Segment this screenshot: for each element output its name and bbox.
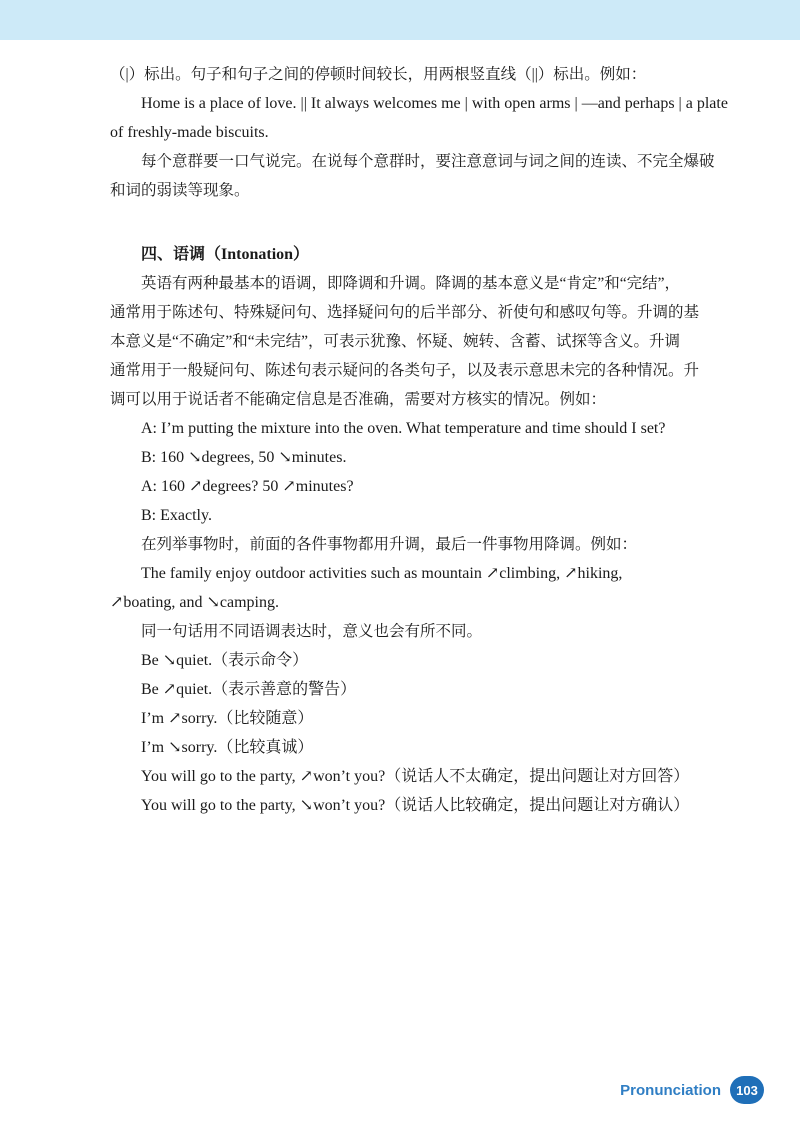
footer-section-label: Pronunciation xyxy=(620,1081,721,1099)
top-color-band xyxy=(0,0,800,40)
dialogue-line-2: B: 160 ↘degrees, 50 ↘minutes. xyxy=(141,449,347,466)
example-sentence-line-1: Home is a place of love. || It always welcomes me | with open arms | —and perhaps | a plate xyxy=(141,95,728,112)
heading-cn: 四、语调（ xyxy=(141,246,222,263)
contrast-example-5: You will go to the party, ↗won’t you?（说话人不太确定，提出问题让对方回答） xyxy=(141,768,690,785)
para-line-4: 通常用于一般疑问句、陈述句表示疑问的各类句子，以及表示意思未完的各种情况。升 xyxy=(110,362,700,379)
section-gap xyxy=(110,205,735,232)
contrast-intro: 同一句话用不同语调表达时，意义也会有所不同。 xyxy=(141,623,483,640)
list-example-line-2: ↗boating, and ↘camping. xyxy=(110,594,279,611)
intro-line: （|）标出。句子和句子之间的停顿时间较长，用两根竖直线（||）标出。例如： xyxy=(110,66,647,83)
dialogue-line-3: A: 160 ↗degrees? 50 ↗minutes? xyxy=(141,478,354,495)
heading-en: Intonation xyxy=(221,246,294,263)
contrast-example-3: I’m ↗sorry.（比较随意） xyxy=(141,710,314,727)
dialogue-line-1: A: I’m putting the mixture into the oven. What temperature and time should I set? xyxy=(141,420,666,437)
para-line-5: 调可以用于说话者不能确定信息是否准确，需要对方核实的情况。例如： xyxy=(110,391,607,408)
contrast-example-1: Be ↘quiet.（表示命令） xyxy=(141,652,309,669)
note-line-2: 和词的弱读等现象。 xyxy=(110,182,250,199)
para-line-1: 英语有两种最基本的语调，即降调和升调。降调的基本意义是“肯定”和“完结”， xyxy=(141,275,681,292)
para-line-2: 通常用于陈述句、特殊疑问句、选择疑问句的后半部分、祈使句和感叹句等。升调的基 xyxy=(110,304,700,321)
example-sentence-line-2: of freshly-made biscuits. xyxy=(110,124,269,141)
page-content xyxy=(110,60,735,820)
dialogue-line-4: B: Exactly. xyxy=(141,507,212,524)
contrast-example-6: You will go to the party, ↘won’t you?（说话人比较确定，提出问题让对方确认） xyxy=(141,797,690,814)
para-line-3: 本意义是“不确定”和“未完结”，可表示犹豫、怀疑、婉转、含蓄、试探等含义。升调 xyxy=(110,333,681,350)
section-heading xyxy=(110,240,735,269)
heading-close: ） xyxy=(293,246,310,263)
contrast-example-2: Be ↗quiet.（表示善意的警告） xyxy=(141,681,357,698)
list-example-line-1: The family enjoy outdoor activities such as mountain ↗climbing, ↗hiking, xyxy=(141,565,623,582)
note-line-1: 每个意群要一口气说完。在说每个意群时，要注意意词与词之间的连读、不完全爆破 xyxy=(141,153,715,170)
page-footer xyxy=(620,1075,764,1105)
list-intro: 在列举事物时，前面的各件事物都用升调，最后一件事物用降调。例如： xyxy=(141,536,638,553)
contrast-example-4: I’m ↘sorry.（比较真诚） xyxy=(141,739,314,756)
page-number-badge: 103 xyxy=(730,1076,764,1104)
